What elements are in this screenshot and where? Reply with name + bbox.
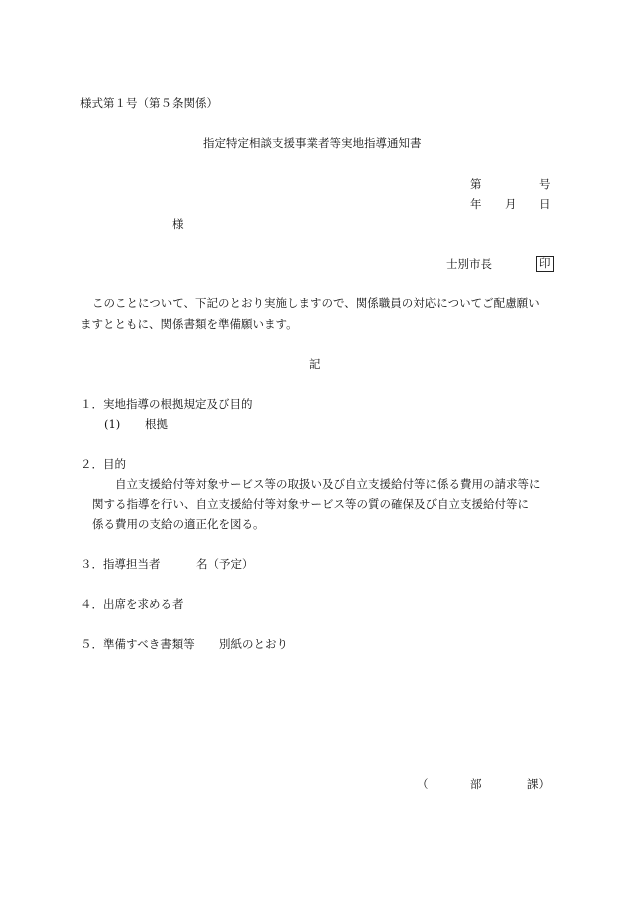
section-2-line3: 係る費用の支給の適正化を図る。 bbox=[92, 517, 265, 531]
section-2-line1: 自立支援給付等対象サービス等の取扱い及び自立支援給付等に係る費用の請求等に bbox=[115, 477, 541, 491]
section-2-line2: 関する指導を行い、自立支援給付等対象サービス等の質の確保及び自立支援給付等に bbox=[92, 497, 529, 511]
section-5-heading: ５．準備すべき書類等 bbox=[80, 637, 195, 651]
document-title: 指定特定相談支援事業者等実地指導通知書 bbox=[203, 136, 422, 150]
ki-heading: 記 bbox=[309, 357, 321, 371]
date-month: 月 bbox=[505, 197, 517, 211]
section-1-sub-number: (1) bbox=[104, 417, 121, 431]
addressee-honorific: 様 bbox=[172, 217, 184, 231]
seal-stamp: 印 bbox=[536, 256, 554, 272]
footer-open-paren: （ bbox=[417, 777, 429, 791]
footer-section: 課） bbox=[527, 777, 550, 791]
date-day: 日 bbox=[539, 197, 551, 211]
section-2-heading: ２．目的 bbox=[80, 457, 126, 471]
section-5-value: 別紙のとおり bbox=[219, 637, 288, 651]
date-year: 年 bbox=[470, 197, 482, 211]
form-label: 様式第１号（第５条関係） bbox=[80, 96, 218, 110]
body-paragraph-line2: ますとともに、関係書類を準備願います。 bbox=[80, 317, 298, 331]
body-paragraph-line1: このことについて、下記のとおり実施しますので、関係職員の対応についてご配慮願い bbox=[92, 296, 540, 310]
sender-title: 士別市長 bbox=[446, 257, 492, 271]
footer-department: 部 bbox=[470, 777, 482, 791]
document-number-suffix: 号 bbox=[539, 177, 551, 191]
document-number-prefix: 第 bbox=[470, 177, 482, 191]
section-3-suffix: 名（予定） bbox=[196, 557, 254, 571]
section-1-heading: １．実地指導の根拠規定及び目的 bbox=[80, 397, 253, 411]
section-4-heading: ４．出席を求める者 bbox=[80, 597, 184, 611]
section-3-heading: ３．指導担当者 bbox=[80, 557, 161, 571]
section-1-sub-label: 根拠 bbox=[145, 417, 168, 431]
